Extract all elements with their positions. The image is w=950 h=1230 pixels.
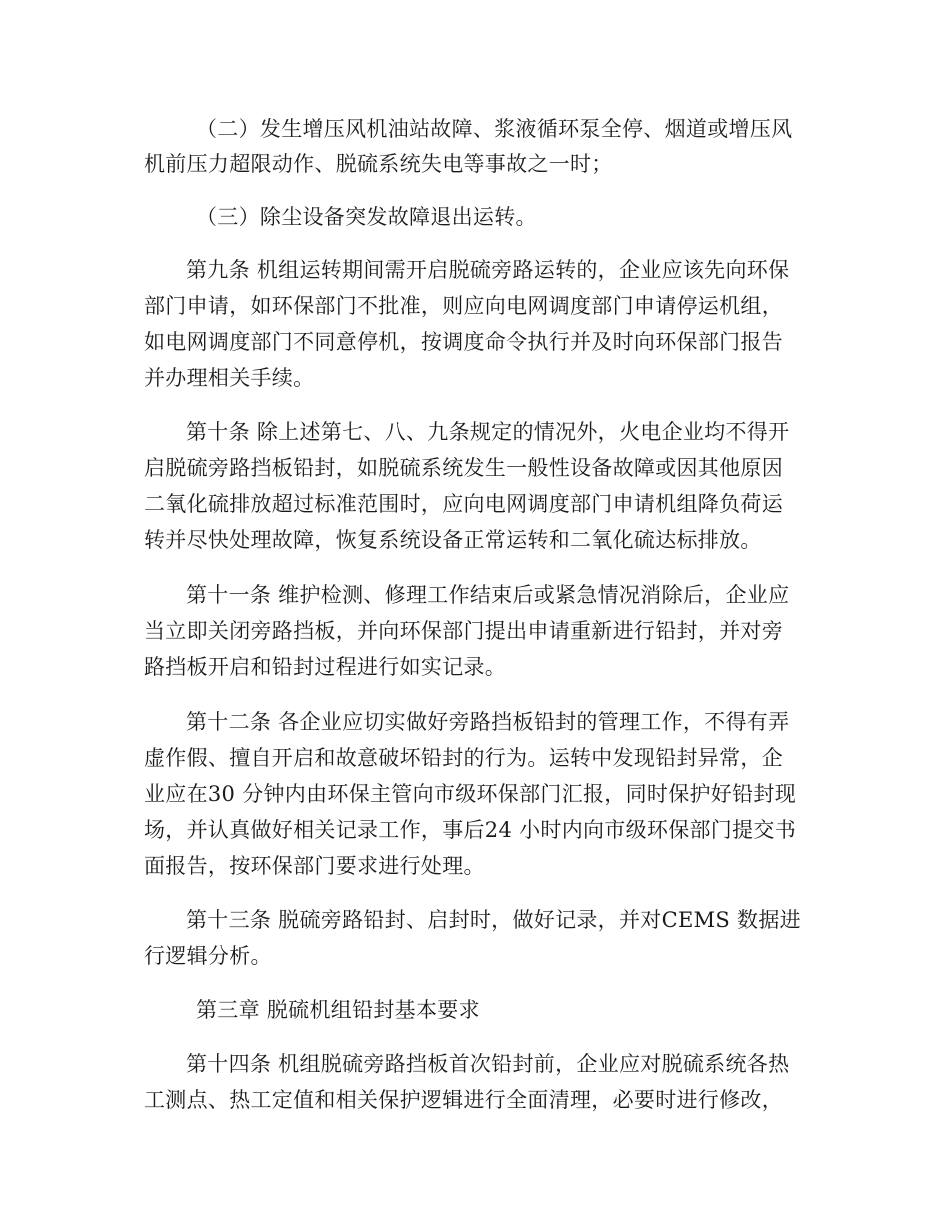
text-line: 第十二条 各企业应切实做好旁路挡板铅封的管理工作，不得有弄 [186,710,790,734]
text-line: 虚作假、擅自开启和故意破坏铅封的行为。运转中发现铅封异常，企 [144,746,783,770]
text-line: （二）发生增压风机油站故障、浆液循环泵全停、烟道或增压风 [196,117,793,141]
text-line: 第十一条 维护检测、修理工作结束后或紧急情况消除后，企业应 [186,583,790,607]
text-line: 部门申请，如环保部门不批准，则应向电网调度部门申请停运机组， [144,294,783,318]
text-line: 第十条 除上述第七、八、九条规定的情况外，火电企业均不得开 [186,420,790,444]
text-line: 第十三条 脱硫旁路铅封、启封时，做好记录，并对CEMS 数据进 [186,908,801,932]
text-line: 启脱硫旁路挡板铅封，如脱硫系统发生一般性设备故障或因其他原因 [144,456,783,480]
text-line: （三）除尘设备突发故障退出运转。 [196,205,537,229]
chapter-heading: 第三章 脱硫机组铅封基本要求 [196,998,480,1022]
text-line: 业应在30 分钟内由环保主管向市级环保部门汇报，同时保护好铅封现 [144,782,796,806]
text-line: 机前压力超限动作、脱硫系统失电等事故之一时； [144,152,613,176]
text-line: 转并尽快处理故障，恢复系统设备正常运转和二氧化硫达标排放。 [144,528,762,552]
text-line: 工测点、热工定值和相关保护逻辑进行全面清理，必要时进行修改， [144,1088,783,1112]
text-line: 当立即关闭旁路挡板，并向环保部门提出申请重新进行铅封，并对旁 [144,619,783,643]
text-line: 面报告，按环保部门要求进行处理。 [144,854,485,878]
text-line: 第十四条 机组脱硫旁路挡板首次铅封前，企业应对脱硫系统各热 [186,1052,790,1076]
text-line: 并办理相关手续。 [144,366,315,390]
text-line: 第九条 机组运转期间需开启脱硫旁路运转的，企业应该先向环保 [186,258,790,282]
text-line: 行逻辑分析。 [144,944,272,968]
text-line: 路挡板开启和铅封过程进行如实记录。 [144,655,507,679]
text-line: 二氧化硫排放超过标准范围时，应向电网调度部门申请机组降负荷运 [144,492,783,516]
text-line: 如电网调度部门不同意停机，按调度命令执行并及时向环保部门报告 [144,330,783,354]
text-line: 场，并认真做好相关记录工作，事后24 小时内向市级环保部门提交书 [144,818,796,842]
